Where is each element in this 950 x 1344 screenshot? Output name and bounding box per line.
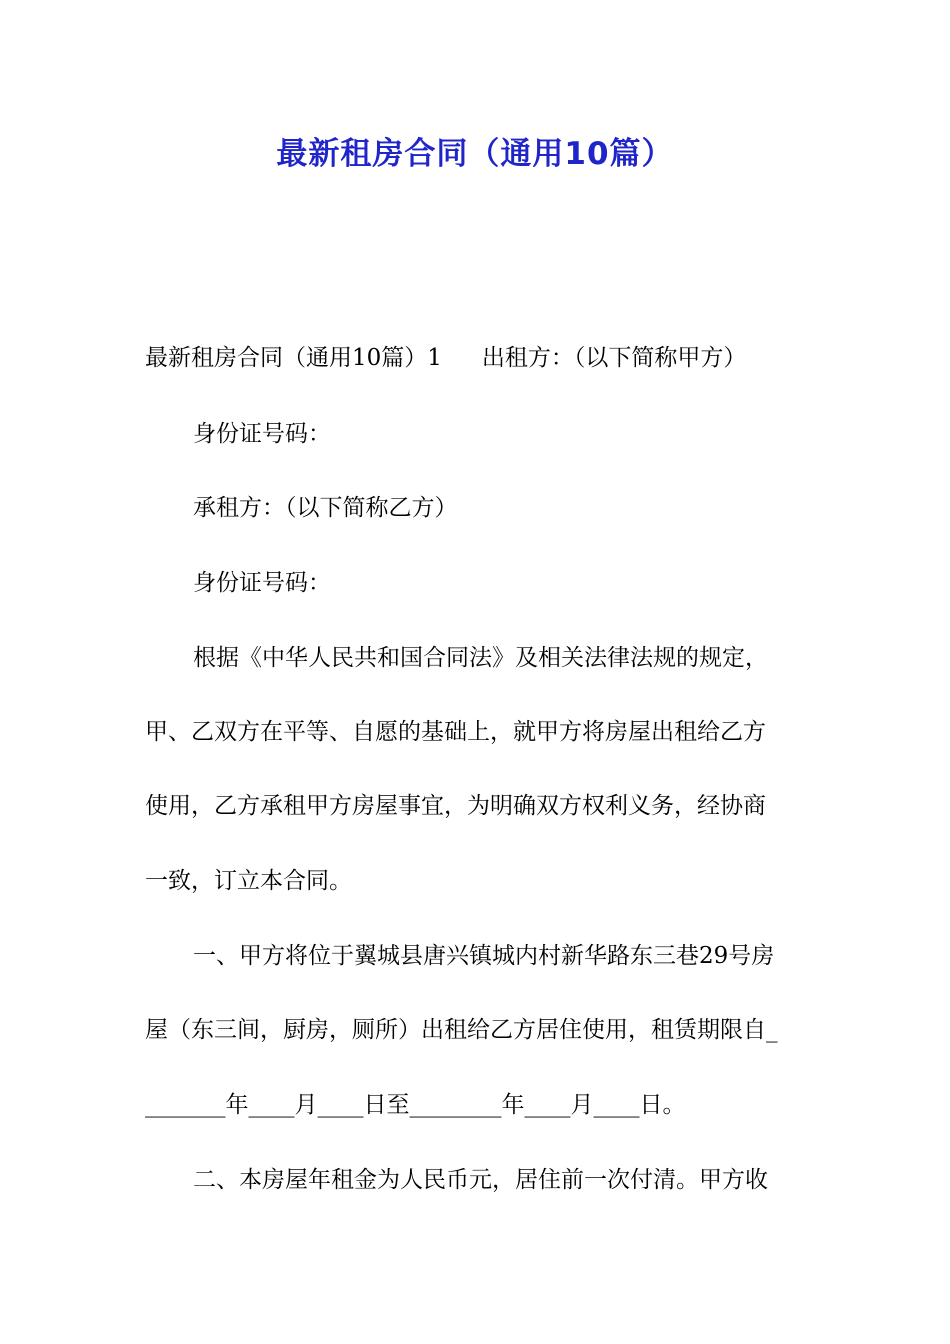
clause-line: 二、本房屋年租金为人民币元，居住前一次付清。甲方收 (193, 1167, 768, 1193)
contract-heading-line (145, 340, 746, 376)
lessee-line: 承租方：（以下简称乙方） (193, 495, 458, 521)
lessor-label: 出租方：（以下简称甲方） (481, 345, 747, 371)
paragraph-line: 甲、乙双方在平等、自愿的基础上，就甲方将房屋出租给乙方 (145, 719, 766, 745)
paragraph-line: 一致，订立本合同。 (145, 868, 352, 894)
paragraph-line: 根据《中华人民共和国合同法》及相关法律法规的规定， (193, 645, 768, 671)
lessor-id-line: 身份证号码： (193, 421, 331, 447)
paragraph-line: 使用，乙方承租甲方房屋事宜，为明确双方权利义务，经协商 (145, 793, 766, 819)
contract-subtitle: 最新租房合同（通用10篇）1 (145, 345, 442, 371)
lessee-id-line: 身份证号码： (193, 570, 331, 596)
clause-line: 屋（东三间，厨房，厕所）出租给乙方居住使用，租赁期限自_ (145, 1017, 778, 1043)
clause-line: 一、甲方将位于翼城县唐兴镇城内村新华路东三巷29号房 (193, 943, 775, 969)
clause-line: _______年____月____日至________年____月____日。 (145, 1092, 686, 1118)
document-title: 最新租房合同（通用10篇） (276, 136, 674, 172)
